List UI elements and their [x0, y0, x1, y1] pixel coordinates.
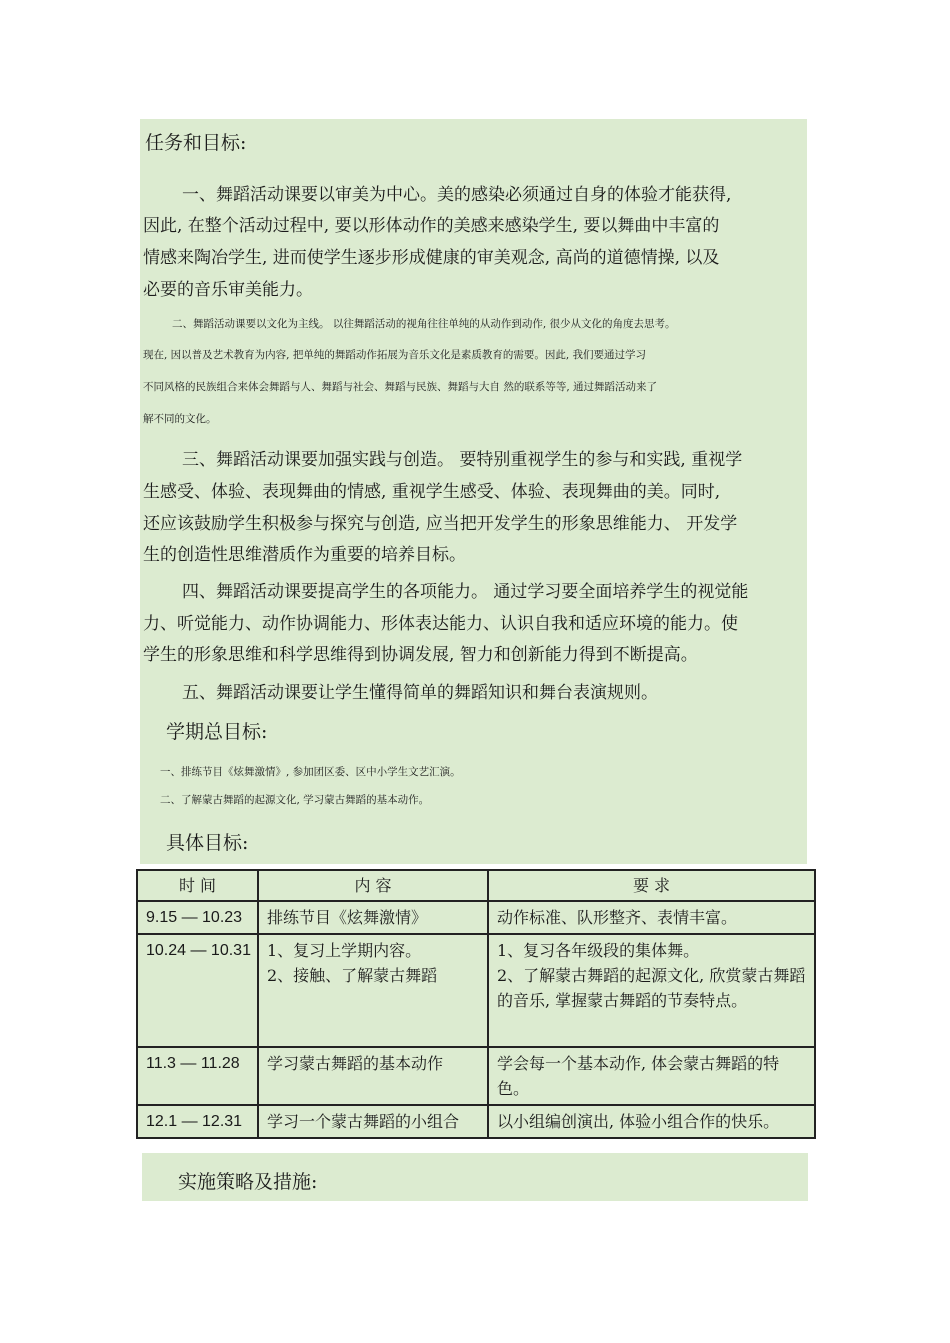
row-content	[258, 901, 488, 934]
row-content-line: 学习蒙古舞蹈的基本动作	[267, 1054, 444, 1073]
row-requirement-line: 学会每一个基本动作, 体会蒙古舞蹈的特色。	[497, 1054, 780, 1098]
heading-strategy: 实施策略及措施:	[178, 1171, 318, 1193]
row-requirement-line: 动作标准、队形整齐、表情丰富。	[497, 908, 738, 927]
p2-line-4: 解不同的文化。	[143, 413, 217, 425]
table-row	[137, 1047, 815, 1105]
table-header-row	[137, 870, 815, 901]
row-time: 12.1 — 12.31	[137, 1105, 258, 1138]
row-requirement	[488, 901, 815, 934]
semester-goal-1: 一、排练节目《炫舞激情》, 参加团区委、区中小学生文艺汇演。	[160, 766, 461, 778]
row-requirement	[488, 1105, 815, 1138]
header-time: 时 间	[137, 870, 258, 901]
row-time: 9.15 — 10.23	[137, 901, 258, 934]
heading-semester-goals: 学期总目标:	[166, 721, 268, 743]
p4-line-2: 力、听觉能力、动作协调能力、形体表达能力、认识自我和适应环境的能力。使	[143, 614, 738, 634]
row-content	[258, 1047, 488, 1105]
row-requirement-line: 以小组编创演出, 体验小组合作的快乐。	[497, 1112, 780, 1131]
p4-line-3: 学生的形象思维和科学思维得到协调发展, 智力和创新能力得到不断提高。	[143, 645, 698, 665]
row-content-line: 学习一个蒙古舞蹈的小组合	[267, 1112, 460, 1131]
row-requirement	[488, 1047, 815, 1105]
p2-line-1: 二、舞蹈活动课要以文化为主线。 以往舞蹈活动的视角往往单纯的从动作到动作, 很少从文化的角度去思考。	[172, 318, 676, 330]
row-time: 11.3 — 11.28	[137, 1047, 258, 1105]
table-row	[137, 934, 815, 1047]
header-content: 内 容	[258, 870, 488, 901]
p1-line-4: 必要的音乐审美能力。	[143, 280, 313, 300]
p3-line-3: 还应该鼓励学生积极参与探究与创造, 应当把开发学生的形象思维能力、 开发学	[143, 514, 738, 534]
row-content	[258, 934, 488, 1047]
table-row	[137, 901, 815, 934]
heading-tasks: 任务和目标:	[145, 132, 247, 154]
row-content-line: 1、复习上学期内容。	[267, 941, 422, 960]
table-row	[137, 1105, 815, 1138]
p2-line-3: 不同风格的民族组合来体会舞蹈与人、舞蹈与社会、舞蹈与民族、舞蹈与大自 然的联系等等, 通过舞蹈活动来了	[143, 381, 658, 393]
row-content-line: 排练节目《炫舞激情》	[267, 908, 428, 927]
p1-line-3: 情感来陶冶学生, 进而使学生逐步形成健康的审美观念, 高尚的道德情操, 以及	[143, 248, 720, 268]
p1-line-1: 一、舞蹈活动课要以审美为中心。美的感染必须通过自身的体验才能获得,	[182, 185, 732, 205]
header-requirement: 要 求	[488, 870, 815, 901]
p3-line-4: 生的创造性思维潜质作为重要的培养目标。	[143, 545, 466, 565]
row-requirement	[488, 934, 815, 1047]
heading-specific-goals: 具体目标:	[166, 832, 249, 854]
p5-line: 五、舞蹈活动课要让学生懂得简单的舞蹈知识和舞台表演规则。	[182, 683, 658, 703]
semester-goal-2: 二、了解蒙古舞蹈的起源文化, 学习蒙古舞蹈的基本动作。	[160, 794, 430, 806]
row-requirement-line: 1、复习各年级段的集体舞。	[497, 941, 700, 960]
row-content	[258, 1105, 488, 1138]
row-requirement-line: 2、了解蒙古舞蹈的起源文化, 欣赏蒙古舞蹈的音乐, 掌握蒙古舞蹈的节奏特点。	[497, 966, 806, 1010]
row-time: 10.24 — 10.31	[137, 934, 258, 1047]
p3-line-2: 生感受、体验、表现舞曲的情感, 重视学生感受、体验、表现舞曲的美。同时,	[143, 482, 721, 502]
row-content-line: 2、接触、了解蒙古舞蹈	[267, 966, 438, 985]
p3-line-1: 三、舞蹈活动课要加强实践与创造。 要特别重视学生的参与和实践, 重视学	[182, 450, 743, 470]
p2-line-2: 现在, 因以普及艺术教育为内容, 把单纯的舞蹈动作拓展为音乐文化是素质教育的需要。因此, 我们要通过学习	[143, 349, 647, 361]
schedule-table	[136, 869, 816, 1139]
p4-line-1: 四、舞蹈活动课要提高学生的各项能力。 通过学习要全面培养学生的视觉能	[182, 582, 749, 602]
p1-line-2: 因此, 在整个活动过程中, 要以形体动作的美感来感染学生, 要以舞曲中丰富的	[143, 216, 720, 236]
